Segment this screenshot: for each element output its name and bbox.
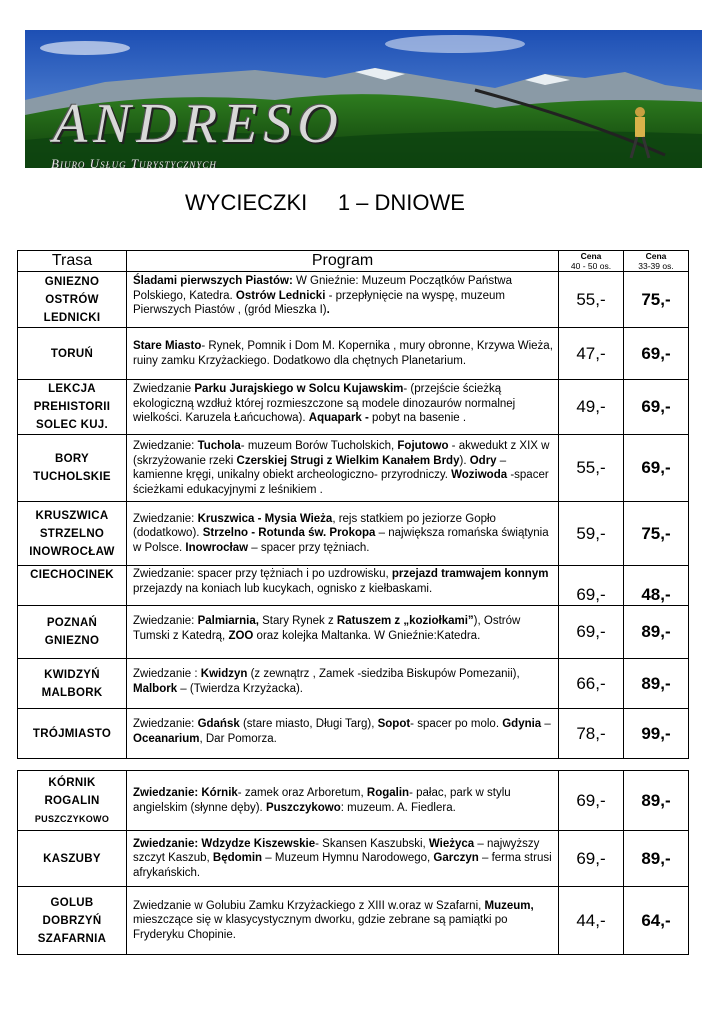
program-text: (stare miasto, Długi Targ), [239, 718, 378, 730]
route-line: LEKCJA [48, 383, 96, 395]
program-text: – spacer przy tężniach. [248, 541, 370, 554]
program-text: -spacer ścieżkami edukacyjnymi z leśnikiem . [133, 469, 549, 496]
route-cell [18, 502, 127, 566]
program-text: Zwiedzanie [133, 383, 195, 395]
route-line: ROGALIN [44, 794, 100, 807]
program-text: – najwyższy szczyt Kaszub, [133, 837, 540, 865]
price-cell-1: 44,- [559, 887, 624, 955]
program-text: Puszczykowo [265, 801, 341, 814]
program-text: : muzeum. A. Fiedlera. [340, 801, 456, 814]
program-text: pobyt na basenie . [368, 412, 467, 424]
price-cell-1: 55,- [559, 272, 624, 328]
price-cell-1: 55,- [559, 435, 624, 502]
program-text: - pałac, park w stylu angielskim (słynne dęby). [133, 787, 511, 814]
program-text: W Gnieźnie: Muzeum Początków Państwa Polskiego, Katedra. [133, 275, 513, 302]
logo-subtitle: Biuro Usług Turystycznych [51, 156, 217, 168]
program-text: . [326, 304, 330, 316]
route-line: OSTRÓW [45, 293, 99, 306]
table-row [18, 771, 689, 831]
price-cell-2: 69,- [624, 435, 689, 502]
program-text: Wieżyca [428, 837, 475, 850]
program-text: Zwiedzanie: [133, 718, 198, 730]
program-text: Gdynia [502, 718, 542, 730]
price1-title: Cena [580, 251, 602, 261]
program-text: Kwidzyn [200, 668, 248, 680]
program-cell [127, 566, 559, 606]
program-cell [127, 887, 559, 955]
table-row [18, 709, 689, 759]
route-cell [18, 380, 127, 435]
route-line: KRUSZWICA [35, 509, 109, 522]
program-cell [127, 328, 559, 380]
program-text: oraz kolejka Maltanka. W Gnieźnie:Katedra. [253, 629, 481, 642]
price-cell-1: 69,- [559, 831, 624, 887]
program-text: Śladami pierwszych Piastów: [133, 275, 293, 287]
route-line: PUSZCZYKOWO [34, 813, 110, 824]
table-row [18, 606, 689, 659]
program-text: Zwiedzanie w Golubiu Zamku Krzyżackiego z XIII w.oraz w Szafarni, [133, 899, 485, 912]
program-text: Gdańsk [197, 718, 240, 730]
header-price-1 [559, 251, 624, 272]
table-header-row [18, 251, 689, 272]
route-cell [18, 887, 127, 955]
route-line: TRÓJMIASTO [32, 728, 112, 740]
price-cell-2: 69,- [624, 328, 689, 380]
program-text: Rogalin [366, 787, 410, 799]
program-text: Aquapark - [308, 412, 369, 424]
program-text: Muzeum, [484, 899, 534, 912]
program-text: Sopot [377, 718, 411, 730]
program-text: - Skansen Kaszubski, [315, 837, 429, 850]
program-cell [127, 502, 559, 566]
program-text: Zwiedzanie: Kórnik [133, 787, 238, 799]
program-text: mieszczące się w klasycystycznym dworku, gdzie zebrane są pamiątki po Fryderyku Chopinie. [133, 914, 508, 941]
table-row [18, 566, 689, 606]
program-text: Tuchola [197, 440, 241, 452]
program-text: ). [459, 454, 470, 467]
price2-title: Cena [645, 251, 667, 261]
program-text: - akwedukt z XIX w (skrzyżowanie rzeki [133, 440, 550, 467]
program-text: Zwiedzanie: [133, 512, 198, 525]
price-cell-1: 47,- [559, 328, 624, 380]
route-cell [18, 566, 127, 606]
program-cell [127, 709, 559, 759]
route-line: BORY [55, 453, 89, 465]
price-cell-2: 89,- [624, 831, 689, 887]
header-program: Program [127, 251, 559, 272]
price-cell-2: 75,- [624, 502, 689, 566]
logo-text: ANDRESO [53, 93, 344, 155]
table-row [18, 659, 689, 709]
program-text: Inowrocław [185, 541, 249, 554]
route-line: SOLEC KUJ. [35, 419, 108, 431]
banner-image [25, 30, 702, 168]
program-text: Czerskiej Strugi z Wielkim Kanałem Brdy [236, 454, 460, 467]
route-line: DOBRZYŃ [42, 914, 102, 927]
route-line: TORUŃ [50, 347, 94, 360]
route-line: STRZELNO [39, 527, 105, 540]
program-text: Oceanarium [133, 732, 200, 745]
program-text: – największa romańska świątynia w Polsce. [133, 527, 549, 554]
table-row [18, 380, 689, 435]
price-cell-1: 78,- [559, 709, 624, 759]
price-cell-2: 48,- [624, 566, 689, 606]
trips-table-2 [17, 770, 689, 955]
table-row [18, 502, 689, 566]
price-cell-1: 69,- [559, 606, 624, 659]
route-line: INOWROCŁAW [29, 545, 115, 558]
program-cell [127, 831, 559, 887]
price-cell-2: 89,- [624, 771, 689, 831]
route-line: LEDNICKI [43, 311, 101, 324]
price-cell-2: 69,- [624, 380, 689, 435]
program-text: Parku Jurajskiego w Solcu Kujawskim [194, 383, 404, 395]
price-cell-1: 69,- [559, 566, 624, 606]
program-text: – kamienne kręgi, unikalny obiekt archeologiczno- przyrodniczy. [133, 454, 507, 481]
route-line: GOLUB [50, 896, 94, 909]
program-text: Kruszwica - Mysia Wieża [197, 512, 333, 525]
route-line: GNIEZNO [44, 275, 100, 288]
header-price-2 [624, 251, 689, 272]
program-text: Zwiedzanie: spacer przy tężniach i po uzdrowisku, [133, 568, 392, 580]
route-line: GNIEZNO [44, 635, 100, 647]
program-text: - (przejście ścieżką ekologiczną wzdłuż której rozmieszczone są modele dinozaurów normalnej wielkości. Karuzela Łańcuchowa). [133, 383, 516, 424]
table-row [18, 272, 689, 328]
program-text: - zamek oraz Arboretum, [237, 787, 367, 799]
route-line: MALBORK [41, 686, 103, 699]
route-line: TUCHOLSKIE [33, 471, 111, 483]
price-cell-1: 49,- [559, 380, 624, 435]
price-cell-2: 75,- [624, 272, 689, 328]
route-cell [18, 435, 127, 502]
program-text: Ostrów Lednicki [235, 289, 326, 302]
program-text: przejazd tramwajem konnym [391, 568, 549, 580]
table-row [18, 831, 689, 887]
price-cell-2: 89,- [624, 606, 689, 659]
program-text: – ferma strusi afrykańskich. [133, 852, 552, 879]
title-part-1: WYCIECZKI [185, 190, 308, 215]
program-text: ZOO [228, 629, 254, 642]
price1-range: 40 - 50 os. [570, 261, 612, 271]
program-text: Zwiedzanie : [133, 668, 201, 680]
program-text: , Dar Pomorza. [199, 732, 277, 745]
price-cell-2: 64,- [624, 887, 689, 955]
price-cell-1: 69,- [559, 771, 624, 831]
program-text: Zwiedzanie: Wdzydze Kiszewskie [133, 837, 316, 850]
program-text: Stare Miasto [133, 340, 202, 352]
route-line: CIECHOCINEK [30, 569, 114, 581]
trips-table [17, 250, 689, 759]
program-text: Garczyn [433, 852, 479, 865]
route-cell [18, 709, 127, 759]
table-row [18, 328, 689, 380]
program-text: – [541, 718, 551, 730]
program-text: Ratuszem z „koziołkami” [336, 615, 474, 627]
program-text: Odry [469, 454, 497, 467]
program-text: Palmiarnia, [197, 615, 259, 627]
program-text: - Rynek, Pomnik i Dom M. Kopernika , mury obronne, Krzywa Wieża, ruiny zamku Krzyżackiego. Dodatkowo dla chętnych Planetarium. [133, 340, 553, 367]
program-text: Zwiedzanie: [133, 440, 198, 452]
program-text: – (Twierdza Krzyżacka). [177, 682, 303, 695]
title-part-2: 1 – DNIOWE [337, 190, 465, 215]
route-cell [18, 831, 127, 887]
program-text: Stary Rynek z [258, 615, 337, 627]
price-cell-1: 59,- [559, 502, 624, 566]
header-route: Trasa [18, 251, 127, 272]
price-cell-2: 89,- [624, 659, 689, 709]
program-cell [127, 435, 559, 502]
route-cell [18, 606, 127, 659]
program-cell [127, 606, 559, 659]
program-text: Woziwoda [451, 469, 508, 481]
program-cell [127, 659, 559, 709]
route-line: PREHISTORII [33, 401, 111, 413]
program-text: (z zewnątrz , Zamek -siedziba Biskupów Pomezanii), [247, 668, 520, 680]
program-cell [127, 272, 559, 328]
program-text: - przepłynięcie na wyspę, muzeum Pierwszych Piastów , (gród Mieszka I) [133, 289, 505, 316]
route-cell [18, 659, 127, 709]
program-text: Będomin [212, 852, 263, 865]
program-cell [127, 380, 559, 435]
program-text: Strzelno - Rotunda św. Prokopa [202, 527, 376, 540]
program-text: , rejs statkiem po jeziorze Gopło (dodatkowo). [133, 512, 496, 540]
program-text: Fojutowo [397, 440, 449, 452]
program-text: – Muzeum Hymnu Narodowego, [262, 852, 434, 865]
program-text: - spacer po molo. [410, 718, 503, 730]
price2-range: 33-39 os. [638, 261, 674, 271]
route-line: KASZUBY [43, 852, 101, 865]
route-line: KÓRNIK [48, 776, 96, 789]
route-line: SZAFARNIA [37, 932, 107, 945]
program-cell [127, 771, 559, 831]
route-cell [18, 771, 127, 831]
program-text: ), Ostrów Tumski z Katedrą, [133, 615, 521, 642]
page-title [0, 190, 650, 216]
table-row [18, 887, 689, 955]
price-cell-1: 66,- [559, 659, 624, 709]
table-row [18, 435, 689, 502]
route-cell [18, 328, 127, 380]
program-text: - muzeum Borów Tucholskich, [240, 440, 398, 452]
route-line: KWIDZYŃ [44, 668, 100, 681]
program-text: Zwiedzanie: [133, 615, 198, 627]
route-cell [18, 272, 127, 328]
program-text: Malbork [133, 682, 178, 695]
route-line: POZNAŃ [46, 617, 98, 629]
program-text: przejazdy na koniach lub kucykach, ognisko z kiełbaskami. [133, 582, 433, 595]
price-cell-2: 99,- [624, 709, 689, 759]
